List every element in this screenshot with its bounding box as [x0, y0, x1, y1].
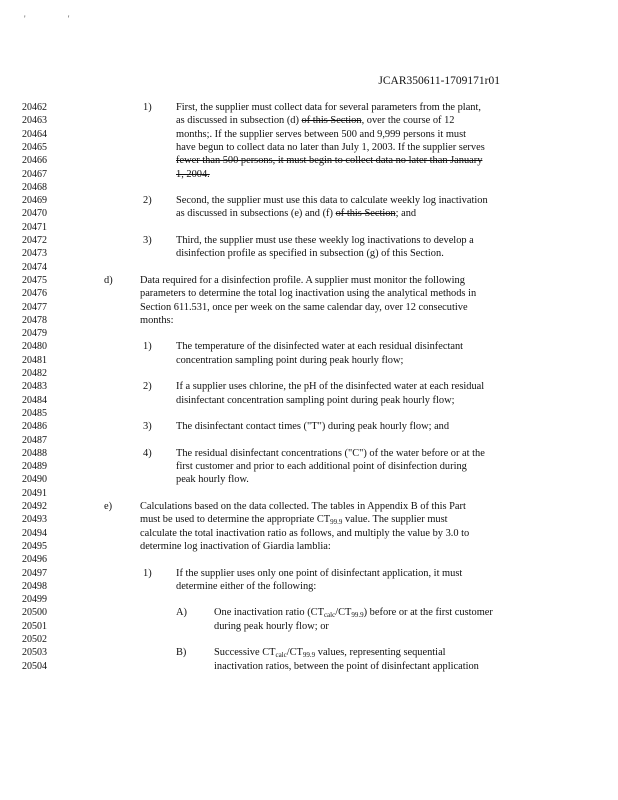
line-number: 20500: [22, 607, 47, 619]
list-marker: B): [176, 647, 187, 659]
document-line: [0, 527, 618, 540]
document-line: [0, 101, 618, 114]
line-number: 20486: [22, 421, 47, 433]
document-line: [0, 128, 618, 141]
line-number: 20488: [22, 447, 47, 459]
document-line: [0, 340, 618, 353]
line-number: 20494: [22, 527, 47, 539]
document-line: [0, 181, 618, 194]
line-text: as discussed in subsections (e) and (f) of this Section; and: [176, 208, 417, 220]
line-number: 20463: [22, 115, 47, 127]
document-line: [0, 447, 618, 460]
line-number: 20469: [22, 195, 47, 207]
line-text: The residual disinfectant concentrations ("C") of the water before or at the: [176, 447, 485, 459]
line-number: 20468: [22, 181, 47, 193]
document-line: [0, 301, 618, 314]
line-number: 20466: [22, 155, 47, 167]
line-number: 20482: [22, 368, 47, 379]
line-text: disinfection profile as specified in subsection (g) of this Section.: [176, 248, 444, 260]
line-text: determine log inactivation of Giardia lamblia:: [140, 540, 331, 552]
list-marker: 3): [143, 421, 152, 433]
document-line: [0, 261, 618, 274]
document-line: [0, 473, 618, 486]
line-text: months:: [140, 314, 174, 326]
document-line: [0, 646, 618, 659]
line-number: 20495: [22, 540, 47, 552]
document-line: [0, 513, 618, 526]
line-number: 20476: [22, 288, 47, 300]
document-line: [0, 660, 618, 673]
document-line: [0, 394, 618, 407]
document-line: [0, 633, 618, 646]
line-number: 20487: [22, 434, 47, 446]
document-line: [0, 168, 618, 181]
line-number: 20474: [22, 261, 47, 273]
scan-marks: ' ': [24, 14, 90, 24]
line-text: If a supplier uses chlorine, the pH of the disinfected water at each residual: [176, 381, 485, 393]
line-text: Second, the supplier must use this data to calculate weekly log inactivation: [176, 195, 488, 207]
line-number: 20493: [22, 514, 47, 526]
list-marker: e): [104, 501, 113, 512]
document-line: [0, 593, 618, 606]
document-line: [0, 274, 618, 287]
line-text: concentration sampling point during peak hourly flow;: [176, 354, 404, 366]
line-number: 20478: [22, 314, 47, 326]
line-number: 20497: [22, 567, 47, 579]
line-text: 1, 2004.: [176, 168, 210, 180]
line-text: must be used to determine the appropriate $CT_{99.9}$ value. The supplier must: [140, 514, 448, 527]
line-number: 20498: [22, 580, 47, 592]
line-number: 20492: [22, 501, 47, 512]
line-text: determine either of the following:: [176, 580, 317, 592]
list-marker: A): [176, 607, 187, 619]
line-number: 20496: [22, 554, 47, 566]
document-line: [0, 141, 618, 154]
line-number: 20484: [22, 394, 47, 406]
document-line: [0, 606, 618, 619]
line-number: 20470: [22, 208, 47, 220]
list-marker: 4): [143, 447, 152, 459]
line-number: 20464: [22, 128, 47, 140]
line-number: 20504: [22, 660, 47, 672]
document-line: [0, 540, 618, 553]
list-marker: 3): [143, 235, 152, 246]
document-line: [0, 620, 618, 633]
list-marker: 1): [143, 102, 152, 113]
line-text: as discussed in subsection (d) of this Section, over the course of 12: [176, 115, 455, 127]
line-text: inactivation ratios, between the point of disinfectant application: [214, 660, 479, 672]
document-line: [0, 380, 618, 393]
line-text: during peak hourly flow; or: [214, 620, 329, 632]
line-number: 20473: [22, 248, 47, 260]
document-line: [0, 327, 618, 340]
line-number: 20501: [22, 620, 47, 632]
line-text: parameters to determine the total log inactivation using the analytical methods in: [140, 288, 477, 300]
list-marker: 1): [143, 567, 152, 579]
line-number: 20485: [22, 407, 47, 419]
document-line: [0, 567, 618, 580]
line-number: 20483: [22, 381, 47, 393]
line-text: The temperature of the disinfected water at each residual disinfectant: [176, 341, 464, 353]
line-text: Data required for a disinfection profile. A supplier must monitor the following: [140, 274, 465, 286]
document-line: [0, 460, 618, 473]
document-line: [0, 354, 618, 367]
line-text: peak hourly flow.: [176, 474, 249, 486]
document-line: [0, 114, 618, 127]
document-line: [0, 500, 618, 513]
line-number: 20471: [22, 221, 47, 233]
document-line: [0, 367, 618, 380]
document-line: [0, 487, 618, 500]
document-line: [0, 207, 618, 220]
list-marker: 1): [143, 341, 152, 353]
document-line: [0, 553, 618, 566]
line-number: 20475: [22, 274, 47, 286]
list-marker: 2): [143, 195, 152, 207]
line-text: fewer than 500 persons, it must begin to collect data no later than January: [176, 155, 483, 167]
document-line: [0, 407, 618, 420]
document-line: [0, 221, 618, 234]
line-number: 20465: [22, 141, 47, 153]
line-text: calculate the total inactivation ratio as follows, and multiply the value by 3.0 to: [140, 527, 470, 539]
line-number: 20480: [22, 341, 47, 353]
line-text: Successive $CT_{calc}/CT_{99.9}$ values, representing sequential: [214, 647, 446, 660]
line-number: 20467: [22, 168, 47, 180]
document-line: [0, 247, 618, 260]
line-text: The disinfectant contact times ("T") during peak hourly flow; and: [176, 421, 450, 433]
line-number: 20462: [22, 102, 47, 113]
list-marker: d): [104, 274, 113, 286]
line-number: 20503: [22, 647, 47, 659]
line-text: Calculations based on the data collected. The tables in Appendix B of this Part: [140, 501, 466, 512]
document-line: [0, 420, 618, 433]
line-number: 20479: [22, 328, 47, 340]
document-line: [0, 434, 618, 447]
line-number: 20481: [22, 354, 47, 366]
line-text: have begun to collect data no later than July 1, 2003. If the supplier serves: [176, 141, 485, 153]
line-number: 20499: [22, 594, 47, 606]
document-line: [0, 234, 618, 247]
line-text: One inactivation ratio $(CT_{calc}/CT_{99.9})$ before or at the first customer: [214, 607, 493, 620]
document-line: [0, 154, 618, 167]
line-text: disinfectant concentration sampling point during peak hourly flow;: [176, 394, 455, 406]
line-number: 20489: [22, 461, 47, 473]
line-text: first customer and prior to each additional point of disinfection during: [176, 461, 467, 473]
line-number: 20502: [22, 634, 47, 645]
list-marker: 2): [143, 381, 152, 393]
document-line: [0, 314, 618, 327]
line-number: 20491: [22, 487, 47, 499]
line-number: 20490: [22, 474, 47, 486]
line-text: Third, the supplier must use these weekly log inactivations to develop a: [176, 235, 474, 246]
line-text: If the supplier uses only one point of disinfectant application, it must: [176, 567, 463, 579]
line-number: 20477: [22, 301, 47, 313]
document-line: [0, 194, 618, 207]
document-line: [0, 580, 618, 593]
line-text: Section 611.531, once per week on the same calendar day, over 12 consecutive: [140, 301, 468, 313]
document-line: [0, 287, 618, 300]
line-number: 20472: [22, 235, 47, 246]
document-id-header: JCAR350611-1709171r01: [378, 75, 500, 87]
line-text: First, the supplier must collect data for several parameters from the plant,: [176, 102, 481, 113]
line-text: months;. If the supplier serves between 500 and 9,999 persons it must: [176, 128, 467, 140]
